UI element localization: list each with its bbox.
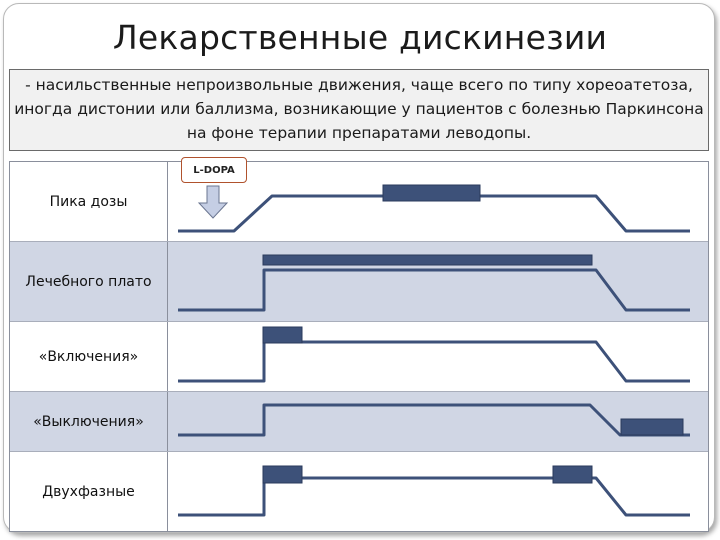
row-label-text: Лечебного плато [25,273,152,290]
dyskinesia-bar [263,466,302,483]
definition-text: - насильственные непроизвольные движения, чаще всего по типу хореоатетоза, иногда дистонии или баллизма, возникающие у пациентов с болезнью Паркинсона на фоне терапии препаратами леводопы. [14,76,704,142]
waveform-on [178,342,690,381]
dyskinesia-bar [621,419,683,435]
down-arrow-icon [199,186,227,218]
slide-title: Лекарственные дискинезии [112,18,608,57]
row-label-text: «Выключения» [33,413,144,430]
row-label-text: Двухфазные [42,483,135,500]
row-label-text: «Включения» [38,348,139,365]
waveform-off [178,405,690,435]
waveform-biphasic [178,478,690,515]
waveform-plateau [178,270,690,310]
dyskinesia-bar [553,466,592,483]
dyskinesia-bar [383,185,480,201]
dyskinesia-bar [263,255,592,265]
ldopa-label [181,157,247,183]
ldopa-text: L-DOPA [193,164,235,176]
dyskinesia-bar [263,327,302,343]
row-label-text: Пика дозы [49,193,128,210]
